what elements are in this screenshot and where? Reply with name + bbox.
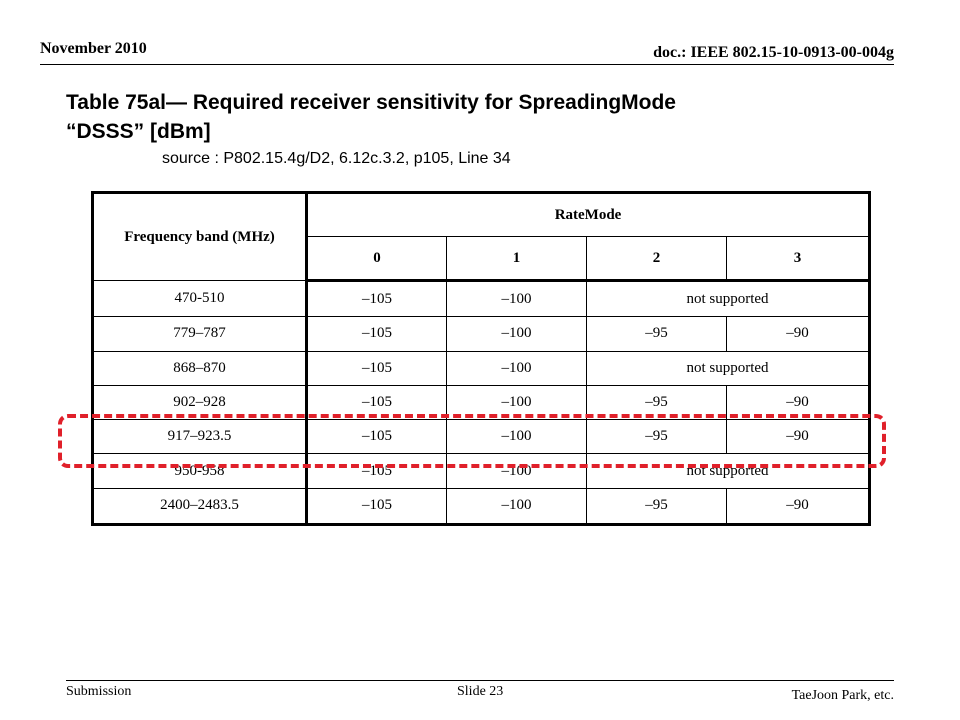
table-row <box>93 488 870 524</box>
ratemode-header: RateMode <box>307 193 870 237</box>
value-cell: –90 <box>727 488 870 524</box>
value-cell: –95 <box>587 488 727 524</box>
band-cell: 950-958 <box>93 454 307 488</box>
value-cell: –90 <box>727 317 870 351</box>
value-cell: –105 <box>307 317 447 351</box>
table-row <box>93 281 870 317</box>
band-cell: 868–870 <box>93 351 307 385</box>
header-row-1 <box>93 193 870 237</box>
band-cell: 917–923.5 <box>93 420 307 454</box>
value-cell: –90 <box>727 385 870 419</box>
band-cell: 902–928 <box>93 385 307 419</box>
value-cell: –90 <box>727 420 870 454</box>
value-cell: –95 <box>587 317 727 351</box>
title-line-1: Table 75al— Required receiver sensitivity for SpreadingMode <box>66 91 676 114</box>
footer-rule <box>66 680 894 681</box>
highlight-dashed-box <box>58 414 886 468</box>
rate-col-2: 2 <box>587 237 727 281</box>
value-cell: –100 <box>447 281 587 317</box>
header-date: November 2010 <box>40 40 147 57</box>
value-cell: –105 <box>307 454 447 488</box>
value-cell: –105 <box>307 420 447 454</box>
value-cell: –105 <box>307 385 447 419</box>
band-cell: 470-510 <box>93 281 307 317</box>
not-supported-cell: not supported <box>587 454 870 488</box>
rate-col-3: 3 <box>727 237 870 281</box>
value-cell: –95 <box>587 420 727 454</box>
not-supported-cell: not supported <box>587 351 870 385</box>
not-supported-cell: not supported <box>587 281 870 317</box>
band-cell: 779–787 <box>93 317 307 351</box>
rate-col-0: 0 <box>307 237 447 281</box>
rate-col-1: 1 <box>447 237 587 281</box>
source-reference: source : P802.15.4g/D2, 6.12c.3.2, p105, Line 34 <box>162 150 511 167</box>
value-cell: –105 <box>307 281 447 317</box>
value-cell: –100 <box>447 317 587 351</box>
value-cell: –100 <box>447 488 587 524</box>
header-doc-id: doc.: IEEE 802.15-10-0913-00-004g <box>653 44 894 61</box>
table-row <box>93 351 870 385</box>
value-cell: –100 <box>447 351 587 385</box>
footer-submission: Submission <box>66 684 132 699</box>
slide-title <box>66 88 866 146</box>
value-cell: –100 <box>447 420 587 454</box>
value-cell: –100 <box>447 385 587 419</box>
table-row <box>93 317 870 351</box>
header-rule <box>40 64 894 65</box>
freq-band-header: Frequency band (MHz) <box>93 193 307 281</box>
value-cell: –100 <box>447 454 587 488</box>
value-cell: –105 <box>307 488 447 524</box>
sensitivity-table <box>91 191 871 526</box>
band-cell: 2400–2483.5 <box>93 488 307 524</box>
value-cell: –95 <box>587 385 727 419</box>
value-cell: –105 <box>307 351 447 385</box>
footer-author: TaeJoon Park, etc. <box>791 688 894 703</box>
footer-slide-number: Slide 23 <box>457 684 504 699</box>
title-line-2: “DSSS” [dBm] <box>66 120 211 143</box>
